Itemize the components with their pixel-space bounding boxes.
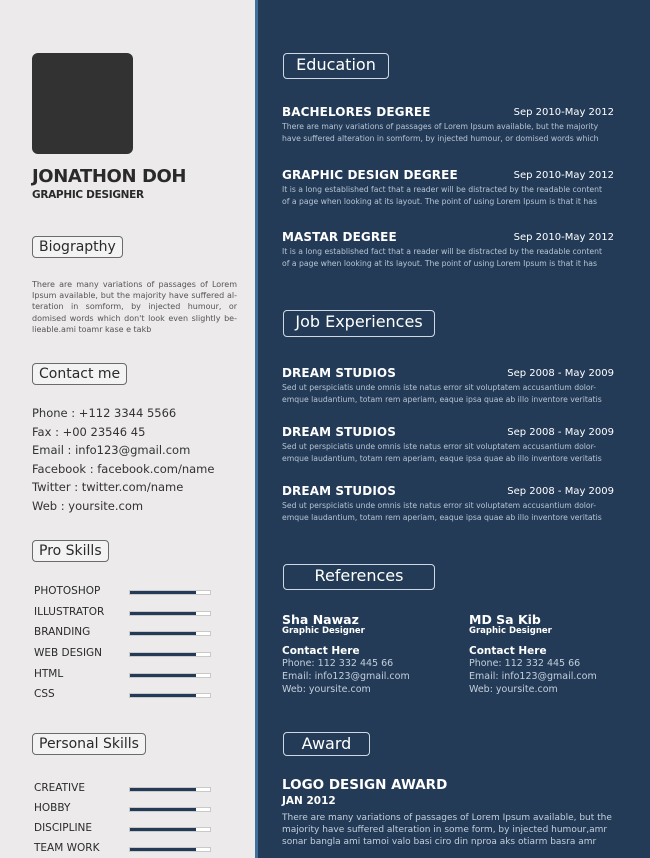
education-desc-line: of a page when looking at its layout. The point of using Lorem Ipsum is that it has xyxy=(282,196,597,206)
award-date: JAN 2012 xyxy=(282,795,336,807)
skill-bar-fill xyxy=(130,848,196,851)
skill-bar-fill xyxy=(130,694,196,697)
personal-skills-heading: Personal Skills xyxy=(32,733,146,755)
profile-photo xyxy=(32,53,133,154)
personal-skills-list xyxy=(34,780,214,858)
skill-label: CSS xyxy=(34,688,55,701)
skill-bar-fill xyxy=(130,808,196,811)
skill-row xyxy=(34,583,214,604)
profile-title: GRAPHIC DESIGNER xyxy=(32,189,144,201)
skill-bar xyxy=(129,673,211,678)
pro-skills-heading: Pro Skills xyxy=(32,540,109,562)
job-entry xyxy=(282,425,614,464)
award-description: There are many variations of passages of Lorem Ipsum available, but the majority have suffered alteration in some form, by injected humour,amr sonar bangla ami tamoi valo basi ciro din nproa aks otiarm basra amr xyxy=(282,813,612,847)
skill-bar xyxy=(129,590,211,595)
contact-phone: Phone : +112 3344 5566 xyxy=(32,406,177,420)
skill-bar xyxy=(129,787,211,792)
skill-label: PHOTOSHOP xyxy=(34,585,101,597)
profile-name: JONATHON DOH xyxy=(32,166,187,187)
contact-facebook: Facebook : facebook.com/name xyxy=(32,461,215,476)
skill-bar-fill xyxy=(130,788,196,791)
education-desc-line: It is a long established fact that a reader will be distracted by the readable content xyxy=(282,185,602,194)
reference-contact-heading: Contact Here xyxy=(282,645,360,657)
education-desc-line: It is a long established fact that a reader will be distracted by the readable content xyxy=(282,247,602,256)
job-date: Sep 2008 - May 2009 xyxy=(507,368,614,379)
job-experiences-heading: Job Experiences xyxy=(283,310,435,337)
reference-name: Sha Nawaz xyxy=(282,612,359,627)
contact-list xyxy=(32,404,214,516)
education-degree: GRAPHIC DESIGN DEGREE xyxy=(282,168,458,182)
reference-card xyxy=(282,612,410,696)
job-company: DREAM STUDIOS xyxy=(282,425,396,439)
education-entry xyxy=(282,168,614,207)
reference-role: Graphic Designer xyxy=(282,626,365,636)
skill-row xyxy=(34,604,214,625)
education-date: Sep 2010-May 2012 xyxy=(513,170,614,181)
reference-card xyxy=(469,612,597,696)
biography-text: There are many variations of passages of Lorem Ipsum available, but the majority have suffered al-teration in somform, by injected humour, or domised words which don't look even slightly be-lieable.ami toamr kase e takb xyxy=(32,280,237,334)
skill-bar-fill xyxy=(130,674,196,677)
job-desc-line: emque laudantium, totam rem aperiam, eaque ipsa quae ab illo inventore veritatis xyxy=(282,394,602,404)
skill-row xyxy=(34,686,214,707)
job-desc-line: Sed ut perspiciatis unde omnis iste natus error sit voluptatem accusantium dolor- xyxy=(282,442,597,451)
skill-bar xyxy=(129,631,211,636)
contact-twitter: Twitter : twitter.com/name xyxy=(32,480,184,495)
award-heading: Award xyxy=(283,732,370,756)
award-title: LOGO DESIGN AWARD xyxy=(282,777,448,793)
education-date: Sep 2010-May 2012 xyxy=(513,232,614,243)
job-desc-line: Sed ut perspiciatis unde omnis iste natus error sit voluptatem accusantium dolor- xyxy=(282,501,597,510)
skill-bar xyxy=(129,827,211,832)
education-desc-line: There are many variations of passages of Lorem Ipsum available, but the majority xyxy=(282,122,599,131)
job-entry xyxy=(282,366,614,405)
education-desc-line: have suffered alteration in somform, by injected humour, or domised words which xyxy=(282,133,599,143)
skill-label: CREATIVE xyxy=(34,782,85,794)
reference-role: Graphic Designer xyxy=(469,626,552,636)
education-heading: Education xyxy=(283,53,389,79)
education-degree: BACHELORES DEGREE xyxy=(282,105,431,119)
contact-email: Email : info123@gmail.com xyxy=(32,443,191,458)
contact-web: Web : yoursite.com xyxy=(32,498,144,513)
skill-row xyxy=(34,666,214,687)
education-entry xyxy=(282,105,614,144)
job-company: DREAM STUDIOS xyxy=(282,366,396,380)
biography-heading: Biograpthy xyxy=(32,236,123,258)
job-entry xyxy=(282,484,614,523)
skill-bar xyxy=(129,652,211,657)
reference-email: Email: info123@gmail.com xyxy=(469,671,597,682)
skill-row xyxy=(34,820,214,840)
education-date: Sep 2010-May 2012 xyxy=(513,107,614,118)
skill-label: HOBBY xyxy=(34,802,71,814)
reference-email: Email: info123@gmail.com xyxy=(282,671,410,682)
skill-row xyxy=(34,840,214,858)
skill-bar xyxy=(129,847,211,852)
skill-bar xyxy=(129,693,211,698)
reference-phone: Phone: 112 332 445 66 xyxy=(282,658,394,669)
skill-bar xyxy=(129,611,211,616)
skill-bar-fill xyxy=(130,828,196,831)
skill-label: TEAM WORK xyxy=(34,842,100,854)
skill-label: HTML xyxy=(34,667,64,680)
contact-fax: Fax : +00 23546 45 xyxy=(32,424,146,439)
skill-row xyxy=(34,780,214,800)
reference-contact-heading: Contact Here xyxy=(469,645,547,657)
skill-label: WEB DESIGN xyxy=(34,647,103,660)
job-desc-line: Sed ut perspiciatis unde omnis iste natus error sit voluptatem accusantium dolor- xyxy=(282,383,597,392)
skill-label: BRANDING xyxy=(34,626,91,639)
education-entry xyxy=(282,230,614,269)
reference-phone: Phone: 112 332 445 66 xyxy=(469,658,581,669)
job-company: DREAM STUDIOS xyxy=(282,484,396,498)
education-degree: MASTAR DEGREE xyxy=(282,230,397,244)
references-heading: References xyxy=(283,564,435,590)
reference-web: Web: yoursite.com xyxy=(282,684,371,695)
skill-label: DISCIPLINE xyxy=(34,822,93,834)
skill-label: ILLUSTRATOR xyxy=(34,605,105,618)
job-desc-line: emque laudantium, totam rem aperiam, eaque ipsa quae ab illo inventore veritatis xyxy=(282,453,602,463)
job-date: Sep 2008 - May 2009 xyxy=(507,427,614,438)
skill-bar xyxy=(129,807,211,812)
job-date: Sep 2008 - May 2009 xyxy=(507,486,614,497)
skill-row xyxy=(34,624,214,645)
pro-skills-list xyxy=(34,583,214,707)
skill-row xyxy=(34,645,214,666)
skill-bar-fill xyxy=(130,632,196,635)
contact-heading: Contact me xyxy=(32,363,127,385)
education-desc-line: of a page when looking at its layout. The point of using Lorem Ipsum is that it has xyxy=(282,258,597,268)
skill-bar-fill xyxy=(130,591,196,594)
job-desc-line: emque laudantium, totam rem aperiam, eaque ipsa quae ab illo inventore veritatis xyxy=(282,512,602,522)
reference-web: Web: yoursite.com xyxy=(469,684,558,695)
skill-bar-fill xyxy=(130,653,196,656)
skill-row xyxy=(34,800,214,820)
skill-bar-fill xyxy=(130,612,196,615)
reference-name: MD Sa Kib xyxy=(469,612,541,627)
